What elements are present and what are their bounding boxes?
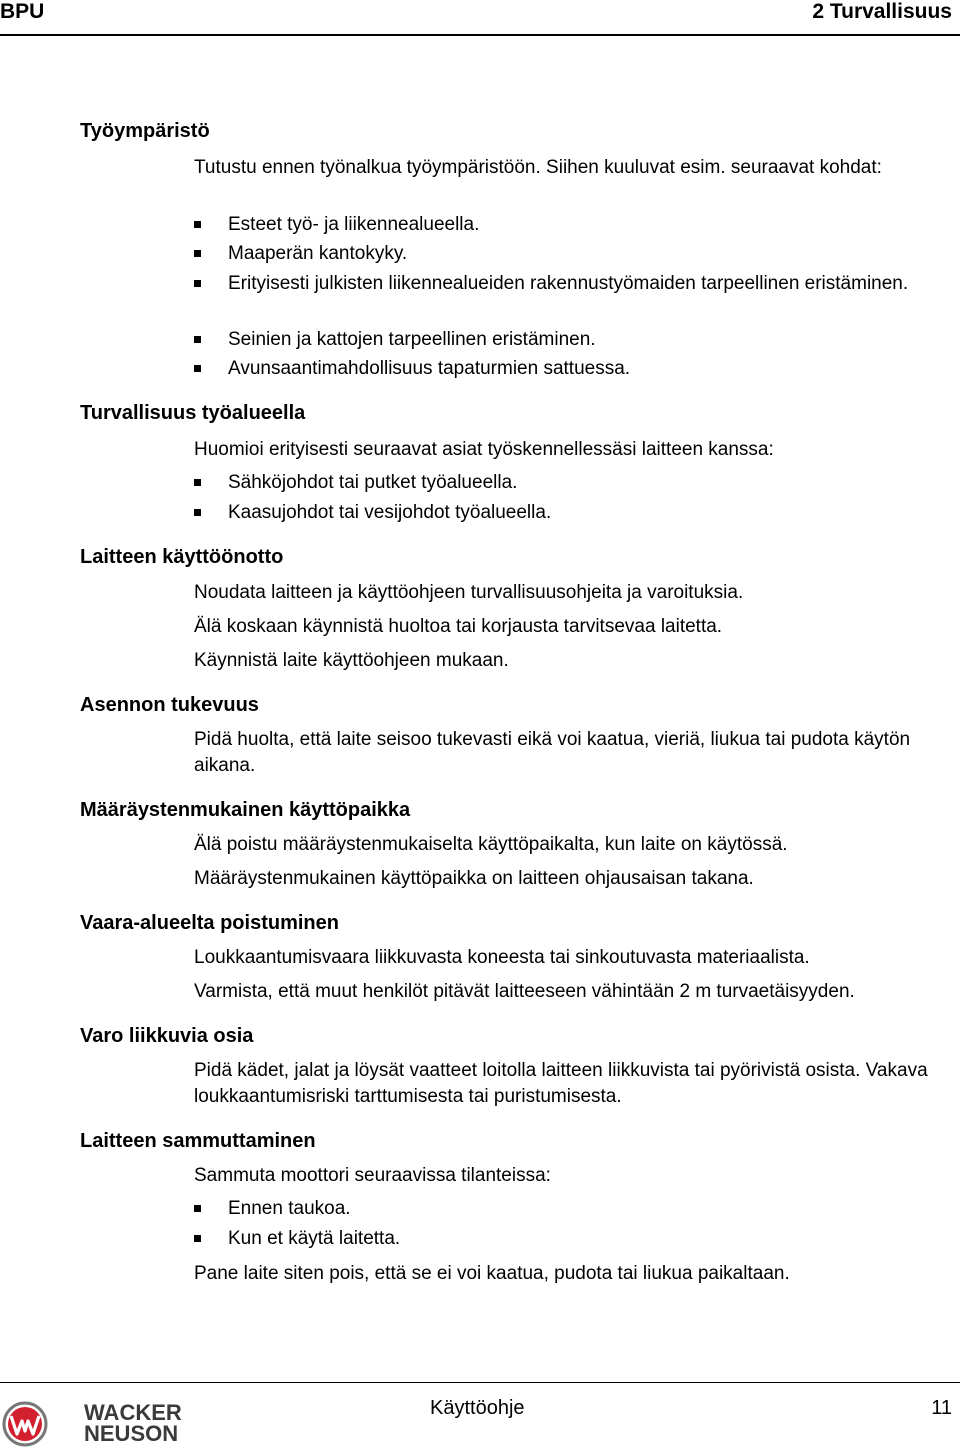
section-heading: Määräystenmukainen käyttöpaikka: [80, 799, 411, 821]
paragraph: Käynnistä laite käyttöohjeen mukaan.: [194, 650, 509, 671]
bullet-icon: [194, 1205, 201, 1212]
paragraph: Varmista, että muut henkilöt pitävät laitteeseen vähintään 2 m turvaetäisyyden.: [194, 981, 855, 1002]
brand-logo: WACKER NEUSON: [84, 1400, 182, 1446]
paragraph: Pidä kädet, jalat ja löysät vaatteet loitolla laitteen liikkuvista tai pyörivistä osista. Vakava loukkaantumisriski tarttumisesta tai puristumisesta.: [194, 1060, 928, 1107]
section-heading: Laitteen sammuttaminen: [80, 1130, 316, 1152]
section-intro: Huomioi erityisesti seuraavat asiat työskennellessäsi laitteen kanssa:: [194, 439, 774, 460]
footer-doc-title: Käyttöohje: [430, 1397, 525, 1419]
footer-rule: [0, 1382, 960, 1383]
bullet-icon: [194, 365, 201, 372]
header-product: BPU: [0, 0, 45, 23]
section-heading: Laitteen käyttöönotto: [80, 546, 284, 568]
bullet-icon: [194, 1235, 201, 1242]
header-chapter: 2 Turvallisuus: [812, 0, 952, 23]
bullet-icon: [194, 250, 201, 257]
section-outro: Pane laite siten pois, että se ei voi kaatua, pudota tai liukua paikaltaan.: [194, 1263, 790, 1284]
section-intro: Sammuta moottori seuraavissa tilanteissa:: [194, 1165, 551, 1186]
paragraph: Älä koskaan käynnistä huoltoa tai korjausta tarvitsevaa laitetta.: [194, 616, 723, 637]
section-heading: Turvallisuus työalueella: [80, 402, 306, 424]
section-heading: Vaara-alueelta poistuminen: [80, 912, 339, 934]
bullet-icon: [194, 221, 201, 228]
paragraph: Pidä huolta, että laite seisoo tukevasti eikä voi kaatua, vieriä, liukua tai pudota käytön aikana.: [194, 729, 911, 776]
section-heading: Varo liikkuvia osia: [80, 1025, 254, 1047]
paragraph: Loukkaantumisvaara liikkuvasta koneesta tai sinkoutuvasta materiaalista.: [194, 947, 810, 968]
section-heading: Asennon tukevuus: [80, 694, 259, 716]
header-rule: [0, 34, 960, 36]
bullet-icon: [194, 509, 201, 516]
page-number: 11: [931, 1397, 952, 1419]
bullet-icon: [194, 336, 201, 343]
section-intro: Tutustu ennen työnalkua työympäristöön. Siihen kuuluvat esim. seuraavat kohdat:: [194, 157, 882, 178]
bullet-icon: [194, 280, 201, 287]
paragraph: Määräystenmukainen käyttöpaikka on laitteen ohjausaisan takana.: [194, 868, 754, 889]
paragraph: Älä poistu määräystenmukaiselta käyttöpaikalta, kun laite on käytössä.: [194, 834, 788, 855]
bullet-icon: [194, 479, 201, 486]
wacker-neuson-logo-icon: [2, 1401, 48, 1452]
paragraph: Noudata laitteen ja käyttöohjeen turvallisuusohjeita ja varoituksia.: [194, 582, 744, 603]
section-heading: Työympäristö: [80, 120, 210, 142]
